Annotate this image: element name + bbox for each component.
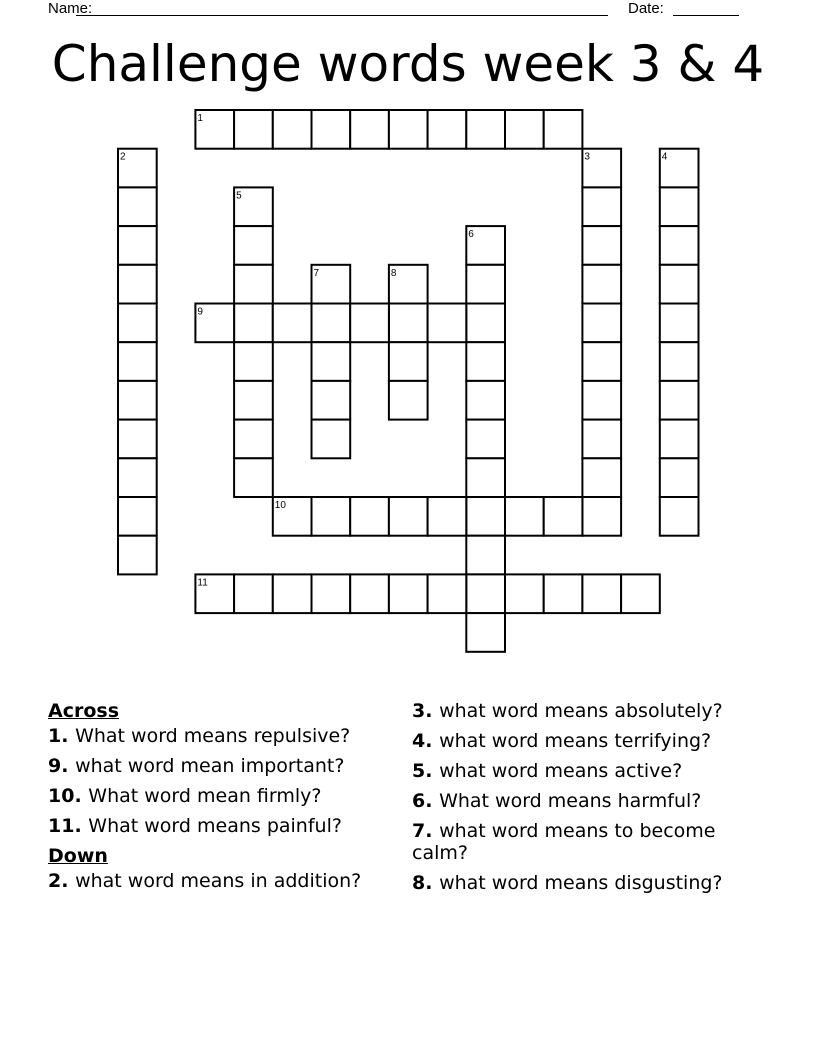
- cell-clue-number: 7: [313, 267, 320, 279]
- grid-cell[interactable]: [582, 342, 621, 381]
- down-clue: 2. what word means in addition?: [48, 870, 362, 892]
- grid-cell[interactable]: [466, 536, 505, 575]
- clue-text: What word means painful?: [88, 815, 342, 837]
- grid-cell[interactable]: [118, 381, 157, 420]
- grid-cell[interactable]: [312, 304, 351, 343]
- grid-cell[interactable]: [234, 265, 273, 304]
- clue-number: 5: [412, 760, 426, 782]
- grid-cell[interactable]: [582, 226, 621, 265]
- cell-clue-number: 8: [390, 267, 397, 279]
- cell-clue-number: 3: [584, 151, 590, 163]
- grid-cell[interactable]: [118, 187, 157, 226]
- grid-cell[interactable]: [350, 574, 389, 613]
- cell-clue-number: 11: [197, 577, 208, 589]
- clue-number: 8: [412, 872, 426, 894]
- grid-cell[interactable]: [582, 420, 621, 459]
- grid-cell[interactable]: [660, 187, 699, 226]
- grid-cell[interactable]: [312, 420, 351, 459]
- cell-clue-number: 6: [468, 229, 474, 241]
- grid-cell[interactable]: [389, 381, 428, 420]
- grid-cell[interactable]: [273, 304, 312, 343]
- page-title: Challenge words week 3 & 4: [51, 35, 765, 93]
- clue-text: what word means absolutely?: [439, 700, 723, 722]
- grid-cell[interactable]: [466, 497, 505, 536]
- grid-cell[interactable]: [582, 458, 621, 497]
- down-clue: 6. What word means harmful?: [412, 790, 702, 812]
- grid-cell[interactable]: [118, 304, 157, 343]
- grid-cell[interactable]: [118, 536, 157, 575]
- clue-text: What word means repulsive?: [75, 725, 351, 747]
- grid-cell[interactable]: [582, 304, 621, 343]
- grid-cell[interactable]: [312, 574, 351, 613]
- clue-text: what word means to become calm?: [412, 820, 716, 864]
- grid-cell[interactable]: [312, 381, 351, 420]
- down-clue: 7. what word means to become calm?: [412, 820, 716, 864]
- clue-text: what word means active?: [439, 760, 683, 782]
- grid-cell[interactable]: [428, 574, 467, 613]
- grid-cell[interactable]: [582, 497, 621, 536]
- grid-cell[interactable]: [312, 342, 351, 381]
- grid-cell[interactable]: [389, 497, 428, 536]
- grid-cell[interactable]: [118, 342, 157, 381]
- grid-cell[interactable]: [466, 458, 505, 497]
- clue-number: 10: [48, 785, 75, 807]
- clue-text: what word means terrifying?: [439, 730, 712, 752]
- grid-cell[interactable]: [389, 574, 428, 613]
- down-heading: Down: [48, 845, 108, 867]
- grid-cell[interactable]: [350, 304, 389, 343]
- clue-text: what word means disgusting?: [439, 872, 723, 894]
- clue-number: 9: [48, 755, 62, 777]
- grid-cell[interactable]: [350, 110, 389, 149]
- grid-cell[interactable]: [505, 110, 544, 149]
- clue-text: What word means harmful?: [439, 790, 702, 812]
- grid-cell[interactable]: [582, 574, 621, 613]
- grid-cell[interactable]: [234, 342, 273, 381]
- across-heading: Across: [48, 700, 120, 722]
- across-clue: 10. What word mean firmly?: [48, 785, 322, 807]
- grid-cell[interactable]: [118, 497, 157, 536]
- grid-cell[interactable]: [273, 574, 312, 613]
- clues-left-column: [48, 700, 388, 900]
- down-clue: 5. what word means active?: [412, 760, 683, 782]
- grid-cell[interactable]: [660, 420, 699, 459]
- cell-clue-number: 5: [236, 190, 242, 202]
- down-clue-list-part-1: [48, 870, 388, 892]
- clue-number: 1: [48, 725, 62, 747]
- down-clue-list-part-2: [412, 700, 772, 894]
- clue-number: 4: [412, 730, 426, 752]
- cell-clue-number: 4: [661, 151, 668, 163]
- grid-cell[interactable]: [118, 226, 157, 265]
- grid-cell[interactable]: [389, 342, 428, 381]
- grid-cell[interactable]: [234, 110, 273, 149]
- grid-cell[interactable]: [389, 110, 428, 149]
- grid-cell[interactable]: [466, 574, 505, 613]
- grid-cell[interactable]: [505, 497, 544, 536]
- cell-clue-number: 9: [197, 306, 203, 318]
- grid-cell[interactable]: [428, 304, 467, 343]
- clues-right-column: [412, 700, 772, 902]
- grid-cell[interactable]: [118, 458, 157, 497]
- grid-cell[interactable]: [428, 497, 467, 536]
- across-clue: 9. what word mean important?: [48, 755, 345, 777]
- grid-cell[interactable]: [234, 420, 273, 459]
- grid-cell[interactable]: [621, 574, 660, 613]
- across-clue-list: [48, 725, 388, 837]
- grid-cell[interactable]: [582, 265, 621, 304]
- grid-cell[interactable]: [312, 110, 351, 149]
- grid-cell[interactable]: [389, 304, 428, 343]
- date-label: Date:: [628, 0, 664, 17]
- grid-cell[interactable]: [273, 110, 312, 149]
- clue-number: 3: [412, 700, 426, 722]
- clue-number: 7: [412, 820, 426, 842]
- grid-cell[interactable]: [466, 420, 505, 459]
- grid-cell[interactable]: [660, 381, 699, 420]
- grid-cell[interactable]: [466, 265, 505, 304]
- clue-text: What word mean firmly?: [88, 785, 322, 807]
- clue-text: what word mean important?: [75, 755, 345, 777]
- grid-cell[interactable]: [660, 304, 699, 343]
- grid-cell[interactable]: [312, 497, 351, 536]
- grid-cell[interactable]: [660, 265, 699, 304]
- grid-cell[interactable]: [544, 497, 583, 536]
- clue-number: 11: [48, 815, 75, 837]
- name-label: Name:: [48, 0, 93, 17]
- grid-cell[interactable]: [234, 304, 273, 343]
- grid-cell[interactable]: [428, 110, 467, 149]
- grid-cell[interactable]: [660, 226, 699, 265]
- grid-cell[interactable]: [350, 497, 389, 536]
- grid-cell[interactable]: [582, 187, 621, 226]
- grid-cell[interactable]: [544, 574, 583, 613]
- grid-cell[interactable]: [505, 574, 544, 613]
- cell-clue-number: 10: [274, 500, 286, 511]
- grid-cell[interactable]: [234, 226, 273, 265]
- cell-clue-number: 1: [197, 113, 203, 124]
- grid-cell[interactable]: [466, 613, 505, 652]
- grid-cell[interactable]: [466, 381, 505, 420]
- down-clue: 8. what word means disgusting?: [412, 872, 723, 894]
- grid-cell[interactable]: [234, 574, 273, 613]
- grid-cell[interactable]: [466, 110, 505, 149]
- grid-cell[interactable]: [234, 381, 273, 420]
- grid-cell[interactable]: [660, 342, 699, 381]
- down-clue: 3. what word means absolutely?: [412, 700, 723, 722]
- grid-cell[interactable]: [466, 304, 505, 343]
- grid-cell[interactable]: [466, 342, 505, 381]
- grid-cell[interactable]: [544, 110, 583, 149]
- grid-cell[interactable]: [660, 458, 699, 497]
- across-clue: 11. What word means painful?: [48, 815, 342, 837]
- grid-cell[interactable]: [118, 420, 157, 459]
- clue-text: what word means in addition?: [75, 870, 362, 892]
- grid-cell[interactable]: [118, 265, 157, 304]
- down-clue: 4. what word means terrifying?: [412, 730, 712, 752]
- grid-cell[interactable]: [582, 381, 621, 420]
- cell-clue-number: 2: [120, 151, 126, 163]
- grid-cell[interactable]: [234, 458, 273, 497]
- clue-number: 2: [48, 870, 62, 892]
- clue-number: 6: [412, 790, 426, 812]
- across-clue: 1. What word means repulsive?: [48, 725, 351, 747]
- grid-cell[interactable]: [660, 497, 699, 536]
